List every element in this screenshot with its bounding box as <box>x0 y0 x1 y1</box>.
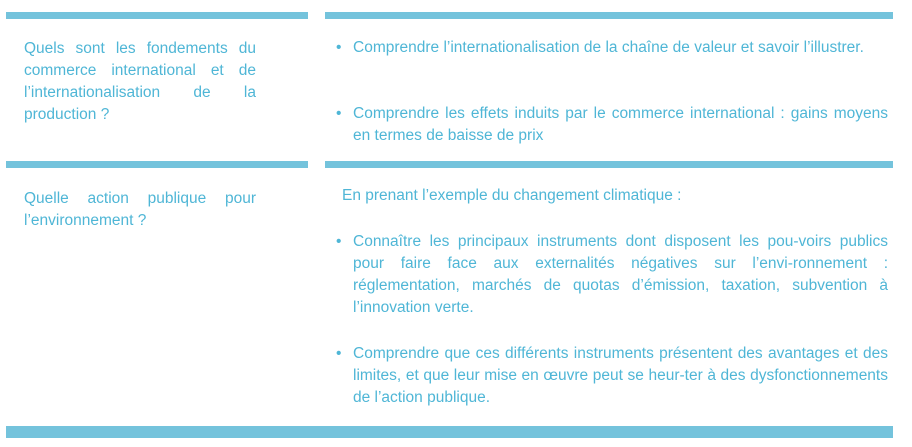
objective-text: Comprendre les effets induits par le commerce international : gains moyens en termes de baisse de prix <box>353 105 888 144</box>
table-bottom-rule <box>6 426 893 438</box>
objective-2-2 <box>336 343 888 409</box>
bullet-icon: • <box>336 105 342 122</box>
bullet-icon: • <box>336 345 342 362</box>
row-2-intro: En prenant l’exemple du changement climatique : <box>342 187 682 204</box>
row-divider-right <box>325 161 893 168</box>
objective-text: Comprendre que ces différents instruments présentent des avantages et des limites, et que leur mise en œuvre peut se heur-ter à des dysfonctionnements de l’action publique. <box>353 345 888 406</box>
objective-2-1 <box>336 231 888 319</box>
bullet-icon: • <box>336 39 342 56</box>
objective-text: Comprendre l’internationalisation de la chaîne de valeur et savoir l’illustrer. <box>353 39 864 56</box>
table-top-rule-right <box>325 12 893 19</box>
bullet-icon: • <box>336 233 342 250</box>
question-2: Quelle action publique pour l’environnement ? <box>24 190 256 229</box>
table-top-rule-left <box>6 12 308 19</box>
objective-text: Connaître les principaux instruments dont disposent les pou-voirs publics pour faire face aux externalités négatives sur l’envi-ronnement : réglementation, marchés de quotas d’émission, taxation, subvention à l’innovation verte. <box>353 233 888 316</box>
question-1: Quels sont les fondements du commerce international et de l’internationalisation de la production ? <box>24 40 256 123</box>
objective-1-2 <box>336 103 888 147</box>
objective-1-1 <box>336 37 888 59</box>
row-divider-left <box>6 161 308 168</box>
